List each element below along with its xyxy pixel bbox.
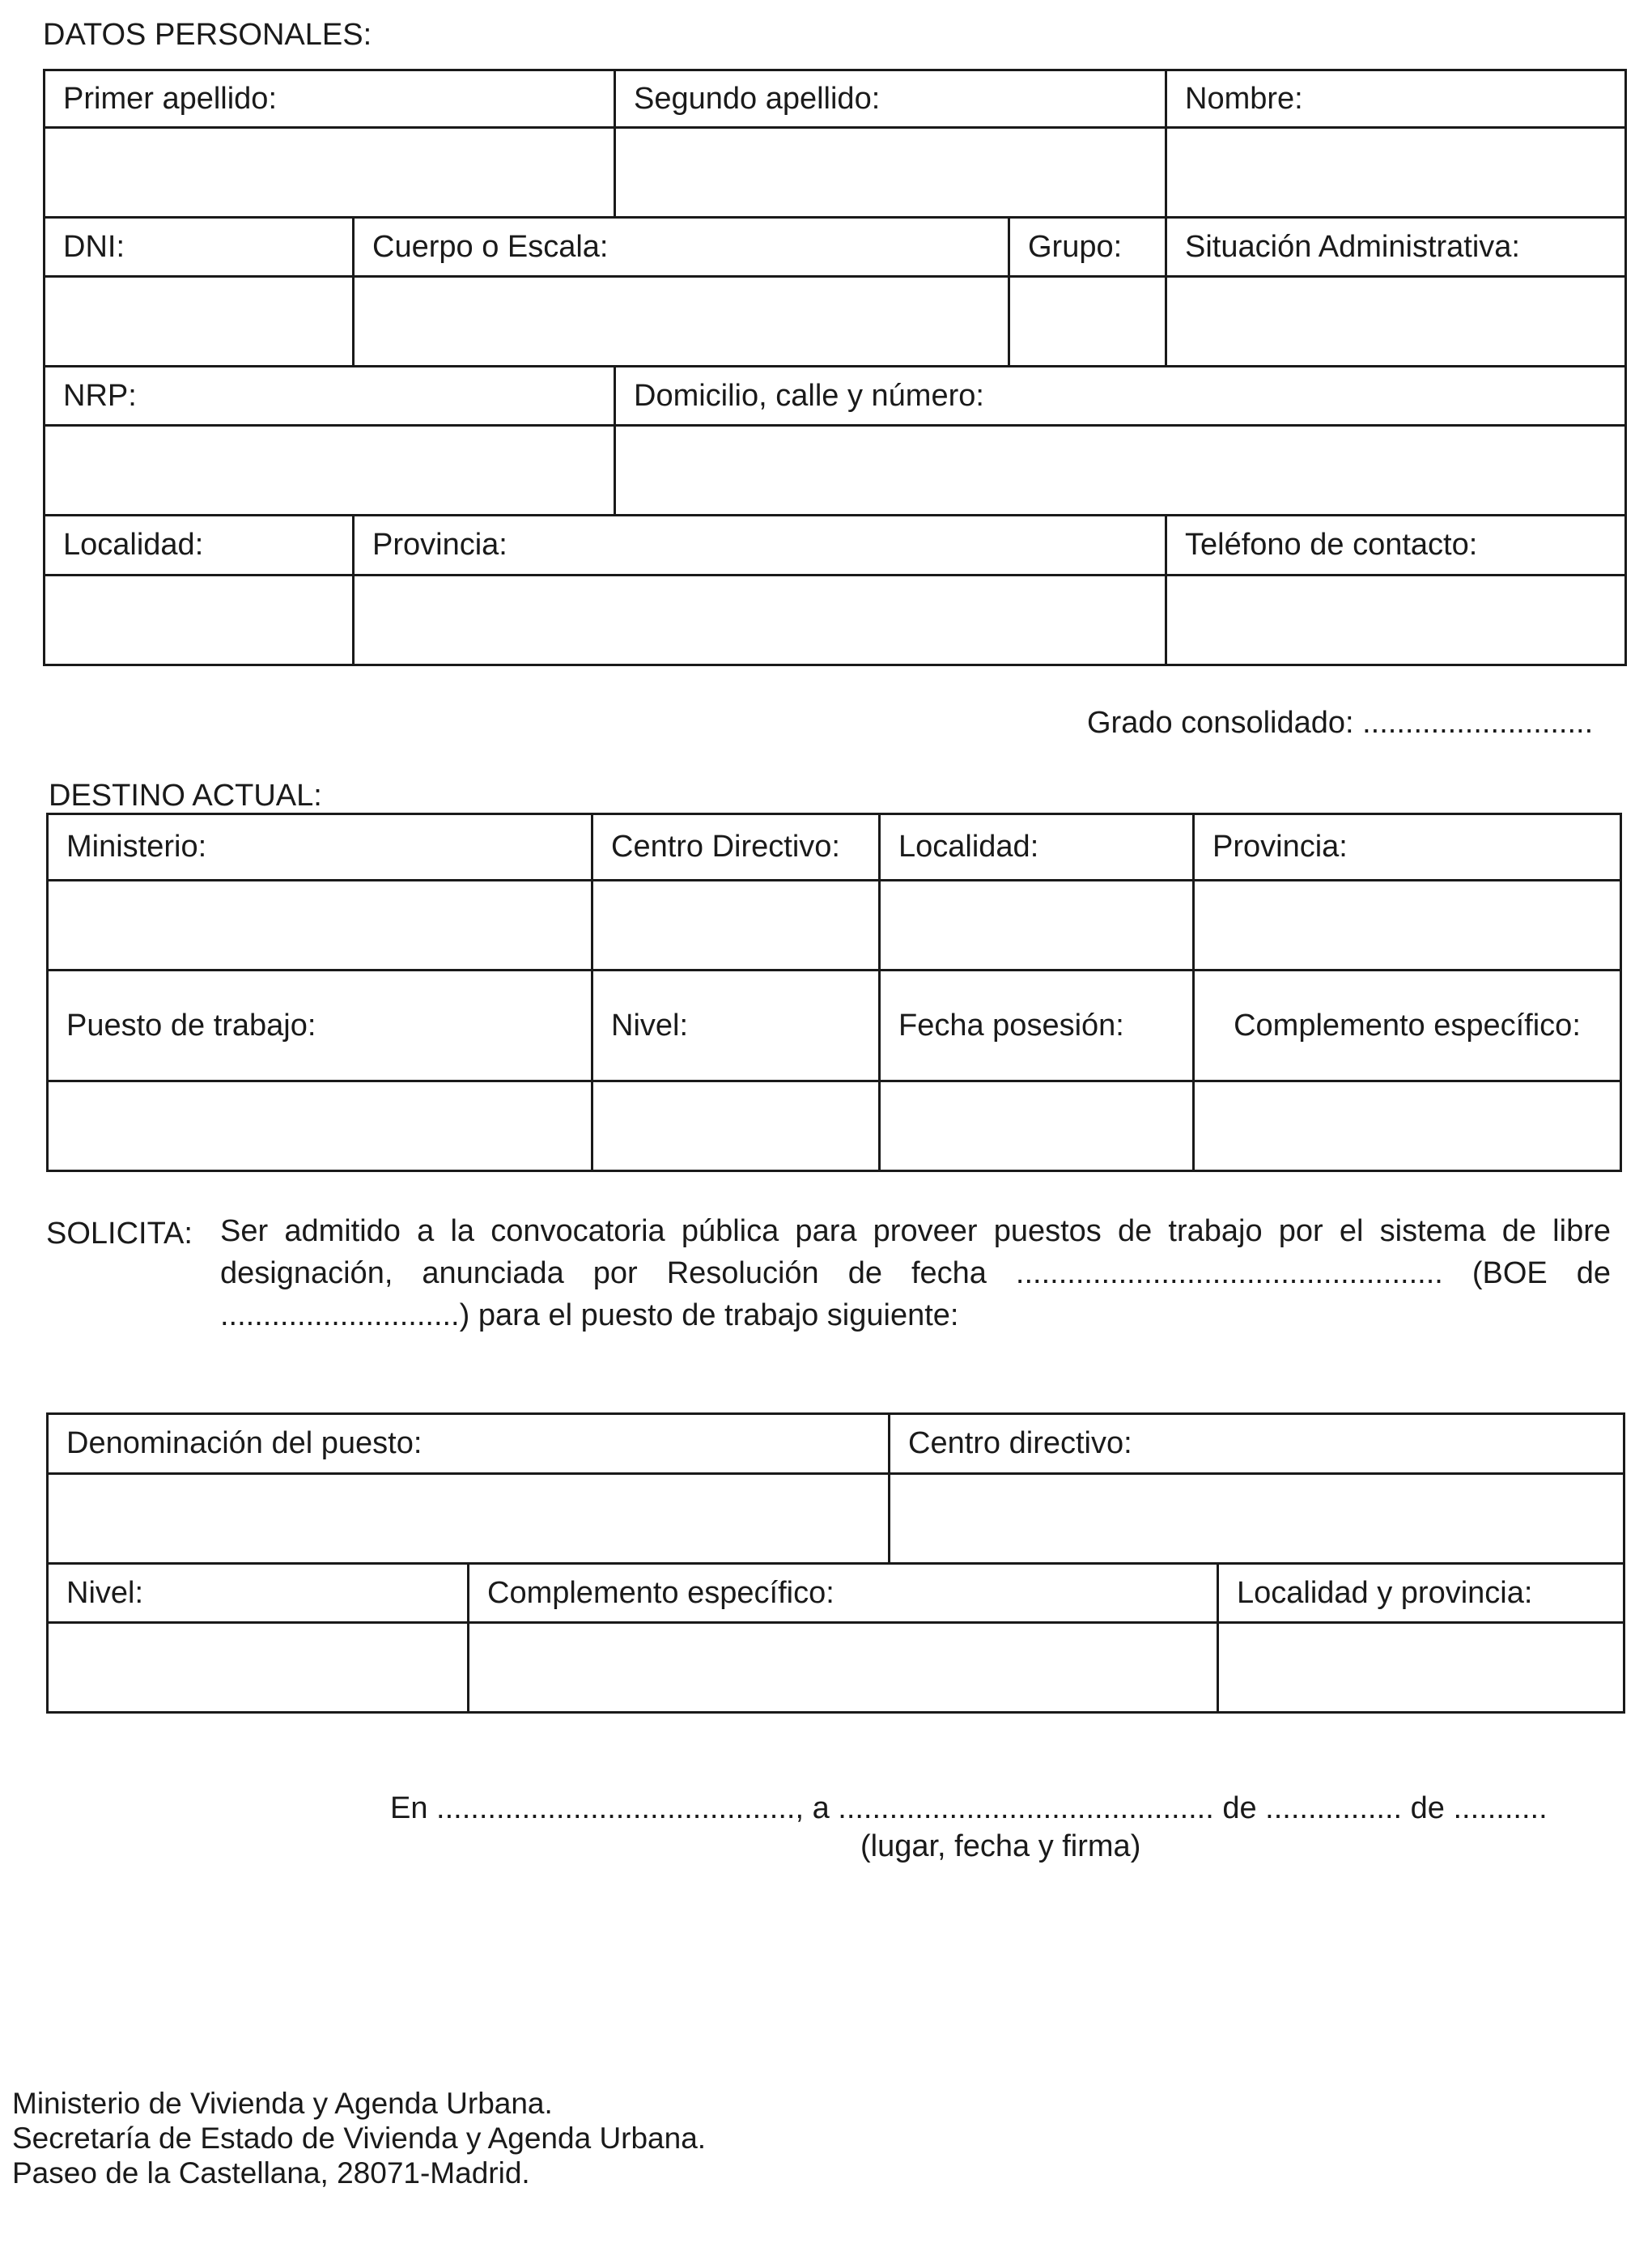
domicilio-field[interactable]	[615, 426, 1626, 516]
fecha-posesion-field[interactable]	[880, 1081, 1194, 1171]
destino-nivel-field[interactable]	[592, 1081, 880, 1171]
puesto-solicitado-table	[46, 1412, 1625, 1714]
segundo-apellido-field[interactable]	[615, 128, 1166, 218]
firma-note: (lugar, fecha y firma)	[860, 1829, 1141, 1863]
grado-consolidado: Grado consolidado: ...........................	[1087, 706, 1594, 740]
destino-complemento-label: Complemento específico:	[1194, 971, 1621, 1081]
solicitado-centro-directivo-field[interactable]	[890, 1474, 1624, 1564]
footer-ministerio: Ministerio de Vivienda y Agenda Urbana.	[12, 2087, 553, 2120]
destino-nivel-label: Nivel:	[592, 971, 880, 1081]
provincia-label: Provincia:	[354, 516, 1166, 576]
grupo-label: Grupo:	[1009, 218, 1166, 277]
cuerpo-escala-label: Cuerpo o Escala:	[354, 218, 1009, 277]
dni-label: DNI:	[45, 218, 354, 277]
destino-localidad-field[interactable]	[880, 881, 1194, 971]
centro-directivo-field[interactable]	[592, 881, 880, 971]
ministerio-label: Ministerio:	[48, 814, 592, 881]
primer-apellido-field[interactable]	[45, 128, 615, 218]
solicitado-complemento-label: Complemento específico:	[469, 1564, 1218, 1623]
telefono-field[interactable]	[1166, 576, 1626, 665]
solicita-text: Ser admitido a la convocatoria pública para proveer puestos de trabajo por el sistema de libre designación, anunciada por Resolución de fecha .................................................. (BOE de ............................) para el puesto de trabajo siguiente:	[220, 1214, 1611, 1332]
solicitado-nivel-label: Nivel:	[48, 1564, 469, 1623]
solicitado-nivel-field[interactable]	[48, 1623, 469, 1713]
cuerpo-escala-field[interactable]	[354, 277, 1009, 367]
puesto-trabajo-label: Puesto de trabajo:	[48, 971, 592, 1081]
segundo-apellido-label: Segundo apellido:	[615, 70, 1166, 128]
fecha-posesion-label: Fecha posesión:	[880, 971, 1194, 1081]
puesto-trabajo-field[interactable]	[48, 1081, 592, 1171]
solicitado-complemento-field[interactable]	[469, 1623, 1218, 1713]
provincia-field[interactable]	[354, 576, 1166, 665]
solicita-label: SOLICITA:	[46, 1217, 193, 1251]
localidad-label: Localidad:	[45, 516, 354, 576]
localidad-provincia-field[interactable]	[1218, 1623, 1624, 1713]
telefono-label: Teléfono de contacto:	[1166, 516, 1626, 576]
firma-line: En .........................................., a ............................................ de ................ de ...........	[390, 1791, 1548, 1825]
nombre-label: Nombre:	[1166, 70, 1626, 128]
localidad-field[interactable]	[45, 576, 354, 665]
destino-localidad-label: Localidad:	[880, 814, 1194, 881]
situacion-administrativa-label: Situación Administrativa:	[1166, 218, 1626, 277]
section-title-destino-actual: DESTINO ACTUAL:	[49, 779, 322, 813]
datos-personales-table	[43, 69, 1627, 666]
grupo-field[interactable]	[1009, 277, 1166, 367]
nombre-field[interactable]	[1166, 128, 1626, 218]
localidad-provincia-label: Localidad y provincia:	[1218, 1564, 1624, 1623]
footer-direccion: Paseo de la Castellana, 28071-Madrid.	[12, 2156, 530, 2190]
domicilio-label: Domicilio, calle y número:	[615, 367, 1626, 426]
nrp-label: NRP:	[45, 367, 615, 426]
primer-apellido-label: Primer apellido:	[45, 70, 615, 128]
solicitado-centro-directivo-label: Centro directivo:	[890, 1414, 1624, 1474]
denominacion-puesto-label: Denominación del puesto:	[48, 1414, 890, 1474]
destino-provincia-field[interactable]	[1194, 881, 1621, 971]
centro-directivo-label: Centro Directivo:	[592, 814, 880, 881]
nrp-field[interactable]	[45, 426, 615, 516]
ministerio-field[interactable]	[48, 881, 592, 971]
section-title-datos-personales: DATOS PERSONALES:	[43, 18, 372, 52]
destino-complemento-field[interactable]	[1194, 1081, 1621, 1171]
footer-secretaria: Secretaría de Estado de Vivienda y Agenda Urbana.	[12, 2122, 707, 2155]
dni-field[interactable]	[45, 277, 354, 367]
destino-actual-table	[46, 813, 1622, 1172]
denominacion-puesto-field[interactable]	[48, 1474, 890, 1564]
situacion-administrativa-field[interactable]	[1166, 277, 1626, 367]
destino-provincia-label: Provincia:	[1194, 814, 1621, 881]
